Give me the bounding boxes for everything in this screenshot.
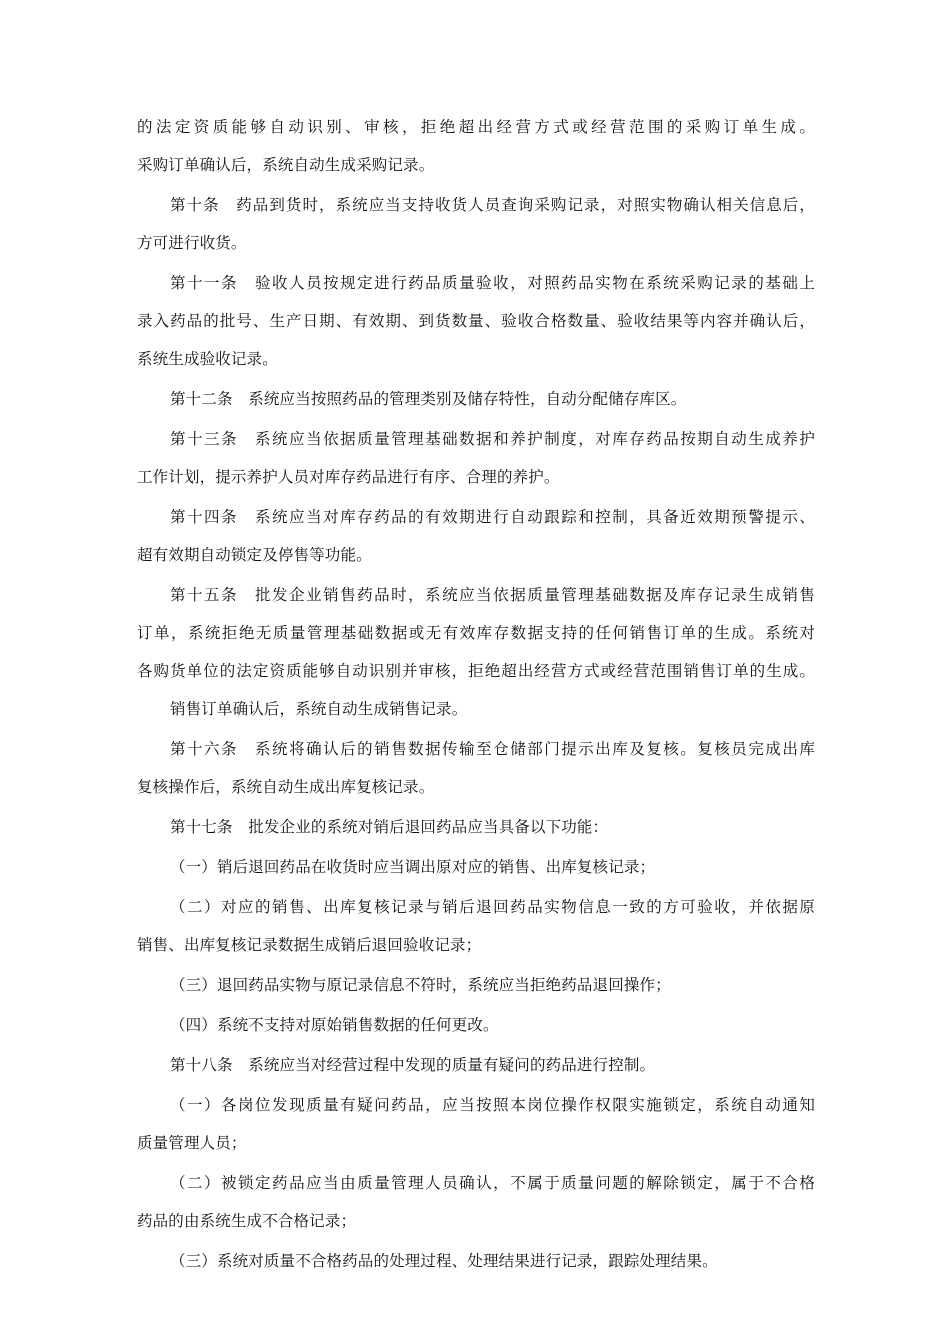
text-line: 药品的由系统生成不合格记录； xyxy=(137,1212,357,1230)
article-14: 第十四条 系统应当对库存药品的有效期进行自动跟踪和控制，具备近效期预警提示、 xyxy=(170,508,815,526)
list-item: （三）系统对质量不合格药品的处理过程、处理结果进行记录，跟踪处理结果。 xyxy=(170,1252,718,1270)
text-line: 复核操作后，系统自动生成出库复核记录。 xyxy=(137,778,435,796)
text-line: 录入药品的批号、生产日期、有效期、到货数量、验收合格数量、验收结果等内容并确认后， xyxy=(137,312,815,330)
article-16: 第十六条 系统将确认后的销售数据传输至仓储部门提示出库及复核。复核员完成出库 xyxy=(170,740,815,758)
list-item: （一）各岗位发现质量有疑问药品，应当按照本岗位操作权限实施锁定，系统自动通知 xyxy=(170,1096,815,1114)
list-item: （二）对应的销售、出库复核记录与销后退回药品实物信息一致的方可验收，并依据原 xyxy=(170,898,815,916)
article-12: 第十二条 系统应当按照药品的管理类别及储存特性，自动分配储存库区。 xyxy=(170,390,687,408)
document-page xyxy=(137,116,815,1272)
list-item: （一）销后退回药品在收货时应当调出原对应的销售、出库复核记录； xyxy=(170,858,656,876)
text-line: 采购订单确认后，系统自动生成采购记录。 xyxy=(137,156,435,174)
text-line: 方可进行收货。 xyxy=(137,234,247,252)
text-line: 系统生成验收记录。 xyxy=(137,350,278,368)
list-item: （二）被锁定药品应当由质量管理人员确认，不属于质量问题的解除锁定，属于不合格 xyxy=(170,1174,815,1192)
text-line: 各购货单位的法定资质能够自动识别并审核，拒绝超出经营方式或经营范围销售订单的生成。 xyxy=(137,662,815,680)
text-line: 的法定资质能够自动识别、审核，拒绝超出经营方式或经营范围的采购订单生成。 xyxy=(137,118,815,136)
list-item: （三）退回药品实物与原记录信息不符时，系统应当拒绝药品退回操作； xyxy=(170,976,671,994)
text-line: 质量管理人员； xyxy=(137,1134,247,1152)
text-line: 销售、出库复核记录数据生成销后退回验收记录； xyxy=(137,936,482,954)
article-18: 第十八条 系统应当对经营过程中发现的质量有疑问的药品进行控制。 xyxy=(170,1056,656,1074)
article-17: 第十七条 批发企业的系统对销后退回药品应当具备以下功能： xyxy=(170,818,609,836)
text-line: 订单，系统拒绝无质量管理基础数据或无有效库存数据支持的任何销售订单的生成。系统对 xyxy=(137,624,815,642)
article-13: 第十三条 系统应当依据质量管理基础数据和养护制度，对库存药品按期自动生成养护 xyxy=(170,430,815,448)
list-item: （四）系统不支持对原始销售数据的任何更改。 xyxy=(170,1016,499,1034)
article-15: 第十五条 批发企业销售药品时，系统应当依据质量管理基础数据及库存记录生成销售 xyxy=(170,586,815,604)
text-line: 超有效期自动锁定及停售等功能。 xyxy=(137,546,372,564)
article-10: 第十条 药品到货时，系统应当支持收货人员查询采购记录，对照实物确认相关信息后， xyxy=(170,196,815,214)
text-line: 工作计划，提示养护人员对库存药品进行有序、合理的养护。 xyxy=(137,468,560,486)
text-line: 销售订单确认后，系统自动生成销售记录。 xyxy=(170,700,468,718)
article-11: 第十一条 验收人员按规定进行药品质量验收，对照药品实物在系统采购记录的基础上 xyxy=(170,274,815,292)
